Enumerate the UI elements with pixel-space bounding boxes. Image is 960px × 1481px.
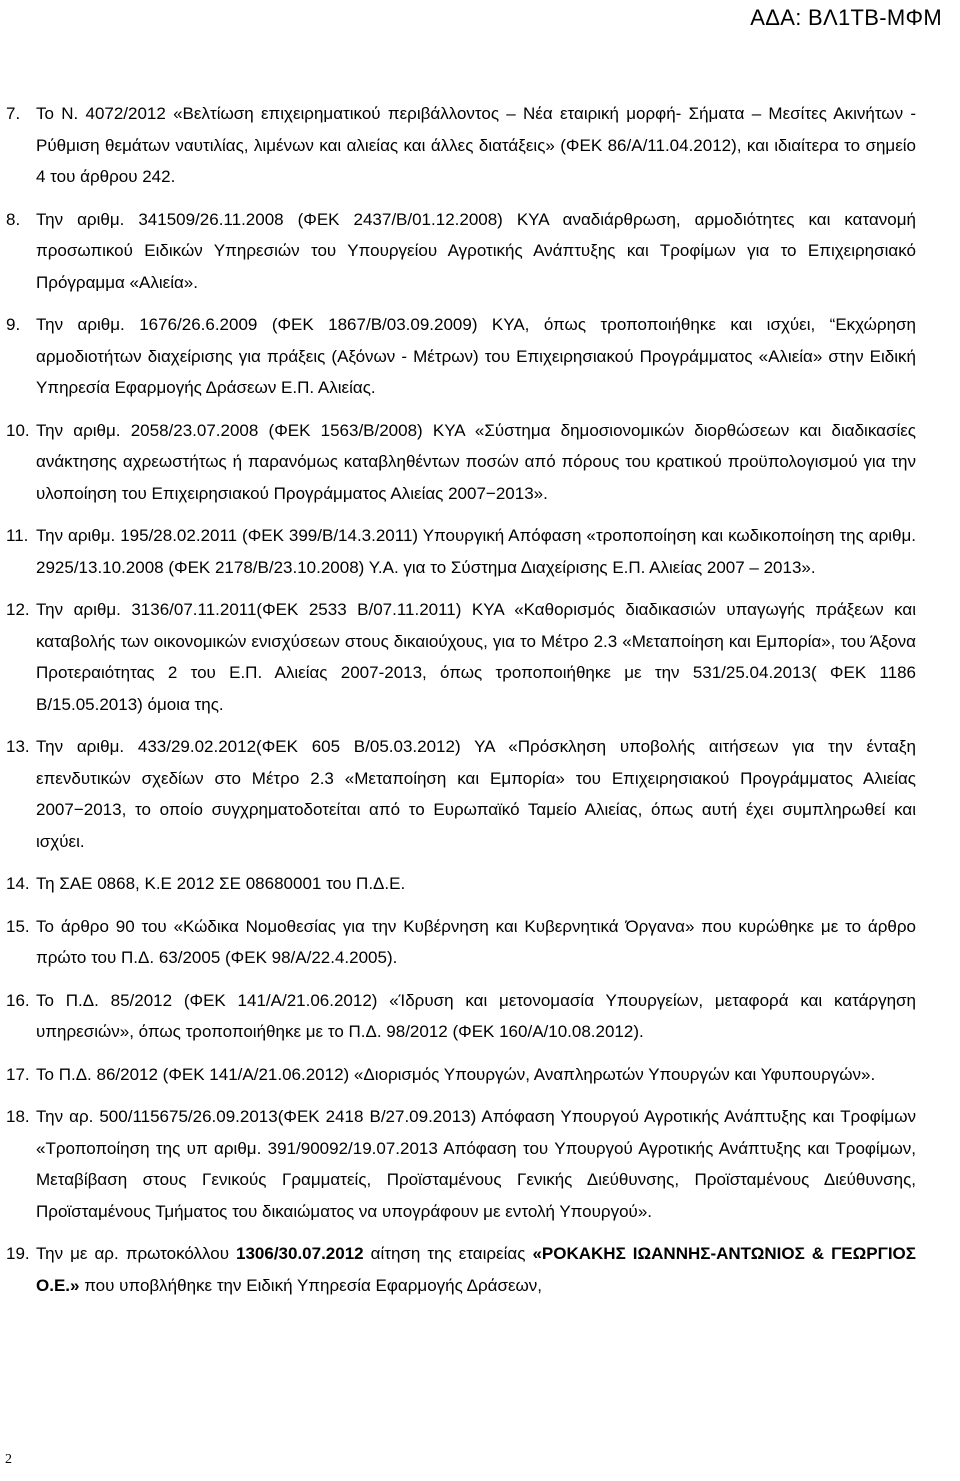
page-number: 2 [5,1452,12,1467]
item-number: 14. [6,874,30,893]
list-item [6,98,916,193]
company-name: «ΡΟΚΑΚΗΣ ΙΩΑΝΝΗΣ-ΑΝΤΩΝΙΟΣ & ΓΕΩΡΓΙΟΣ Ο.Ε.» [36,1244,916,1295]
item-number: 12. [6,600,30,619]
item-text: Την αριθμ. 433/29.02.2012(ΦΕΚ 605 Β/05.03.2012) ΥΑ «Πρόσκληση υποβολής αιτήσεων για την ένταξη επενδυτικών σχεδίων στο Μέτρο 2.3 «Μεταποίηση και Εμπορία» του Επιχειρησιακού Προγράμματος Αλιείας 2007−2013, το οποίο συγχρηματοδοτείται από το Ευρωπαϊκό Ταμείο Αλιείας, όπως αυτή έχει συμπληρωθεί και ισχύει. [36,737,916,851]
item-text: που υποβλήθηκε την Ειδική Υπηρεσία Εφαρμογής Δράσεων, [79,1275,543,1295]
list-item [6,868,916,900]
item-number: 17. [6,1064,30,1084]
item-text: Το Π.Δ. 86/2012 (ΦΕΚ 141/Α/21.06.2012) «Διορισμός Υπουργών, Αναπληρωτών Υπουργών και Υφυπουργών». [36,1064,876,1084]
item-text: Την αριθμ. 2058/23.07.2008 (ΦΕΚ 1563/Β/2008) ΚΥΑ «Σύστημα δημοσιονομικών διορθώσεων και διαδικασίες ανάκτησης αχρεωστήτως ή παρανόμως καταβληθέντων ποσών από πόρους του κρατικού προϋπολογισμού για την υλοποίηση του Επιχειρησιακού Προγράμματος Αλιείας 2007−2013». [36,420,916,503]
item-number: 8. [6,209,21,229]
item-number: 9. [6,315,21,334]
item-number: 10. [6,420,30,440]
item-text: Την με αρ. πρωτοκόλλου [36,1244,236,1263]
item-number: 13. [6,737,30,756]
list-item [6,594,916,720]
item-number: 16. [6,990,30,1010]
item-number: 7. [6,104,21,123]
item-number: 15. [6,916,30,936]
item-text: Την αριθμ. 1676/26.6.2009 (ΦΕΚ 1867/Β/03.09.2009) ΚΥΑ, όπως τροποποιήθηκε και ισχύει, “Εκχώρηση αρμοδιοτήτων διαχείρισης για πράξεις (Αξόνων - Μέτρων) του Επιχειρησιακού Προγράμματος «Αλιεία» στην Ειδική Υπηρεσία Εφαρμογής Δράσεων Ε.Π. Αλιείας. [36,315,916,397]
item-text: Το Π.Δ. 85/2012 (ΦΕΚ 141/Α/21.06.2012) «Ίδρυση και μετονομασία Υπουργείων, μεταφορά και κατάργηση υπηρεσιών», όπως τροποποιήθηκε με το Π.Δ. 98/2012 (ΦΕΚ 160/Α/10.08.2012). [36,990,916,1041]
list-item [6,985,916,1048]
list-item [6,204,916,299]
list-item [6,415,916,510]
list-item [6,1059,916,1091]
item-text: αίτηση της εταιρείας [363,1244,533,1263]
list-item [6,911,916,974]
item-text: Το Ν. 4072/2012 «Βελτίωση επιχειρηματικού περιβάλλοντος – Νέα εταιρική μορφή- Σήματα – Μεσίτες Ακινήτων - Ρύθμιση θεμάτων ναυτιλίας, λιμένων και αλιείας και άλλες διατάξεις» (ΦΕΚ 86/Α/11.04.2012), και ιδιαίτερα το σημείο 4 του άρθρου 242. [36,104,916,186]
item-text: Τη ΣΑΕ 0868, Κ.Ε 2012 ΣΕ 08680001 του Π.Δ.Ε. [36,874,406,893]
item-text: Το άρθρο 90 του «Κώδικα Νομοθεσίας για την Κυβέρνηση και Κυβερνητικά Όργανα» που κυρώθηκε με το άρθρο πρώτο του Π.Δ. 63/2005 (ΦΕΚ 98/Α/22.4.2005). [36,916,916,967]
item-text: Την αριθμ. 3136/07.11.2011(ΦΕΚ 2533 Β/07.11.2011) ΚΥΑ «Καθορισμός διαδικασιών υπαγωγής πράξεων και καταβολής των οικονομικών ενισχύσεων στους δικαιούχους, για το Μέτρο 2.3 «Μεταποίηση και Εμπορία», του Άξονα Προτεραιότητας 2 του Ε.Π. Αλιείας 2007-2013, όπως τροποποιήθηκε με την 531/25.04.2013( ΦΕΚ 1186 Β/15.05.2013) όμοια της. [36,600,916,714]
list-item [6,309,916,404]
item-number: 18. [6,1107,30,1126]
list-item [6,520,916,583]
item-text: Την αριθμ. 195/28.02.2011 (ΦΕΚ 399/Β/14.3.2011) Υπουργική Απόφαση «τροποποίηση και κωδικοποίηση της αριθμ. 2925/13.10.2008 (ΦΕΚ 2178/Β/23.10.2008) Υ.Α. για το Σύστημα Διαχείρισης Ε.Π. Αλιείας 2007 – 2013». [36,526,916,577]
document-body [6,98,916,1312]
item-text: Την αρ. 500/115675/26.09.2013(ΦΕΚ 2418 Β/27.09.2013) Απόφαση Υπουργού Αγροτικής Ανάπτυξης και Τροφίμων «Τροποποίηση της υπ αριθμ. 391/90092/19.07.2013 Απόφαση του Υπουργού Αγροτικής Ανάπτυξης και Τροφίμων, Μεταβίβαση στους Γενικούς Γραμματείς, Προϊσταμένους Γενικής Διεύθυνσης, Προϊσταμένους Διεύθυνσης, Προϊσταμένους Τμήματος του δικαιώματος να υπογράφουν με εντολή Υπουργού». [36,1107,916,1221]
protocol-number: 1306/30.07.2012 [236,1244,364,1263]
list-item [6,731,916,857]
item-number: 19. [6,1244,30,1263]
item-text: Την αριθμ. 341509/26.11.2008 (ΦΕΚ 2437/Β/01.12.2008) ΚΥΑ αναδιάρθρωση, αρμοδιότητες και κατανομή προσωπικού Ειδικών Υπηρεσιών του Υπουργείου Αγροτικής Ανάπτυξης και Τροφίμων για το Επιχειρησιακό Πρόγραμμα «Αλιεία». [36,209,916,292]
item-number: 11. [6,526,29,545]
list-item [6,1238,916,1301]
ada-code: ΑΔΑ: ΒΛ1ΤΒ-ΜΦΜ [750,5,942,30]
list-item [6,1101,916,1227]
